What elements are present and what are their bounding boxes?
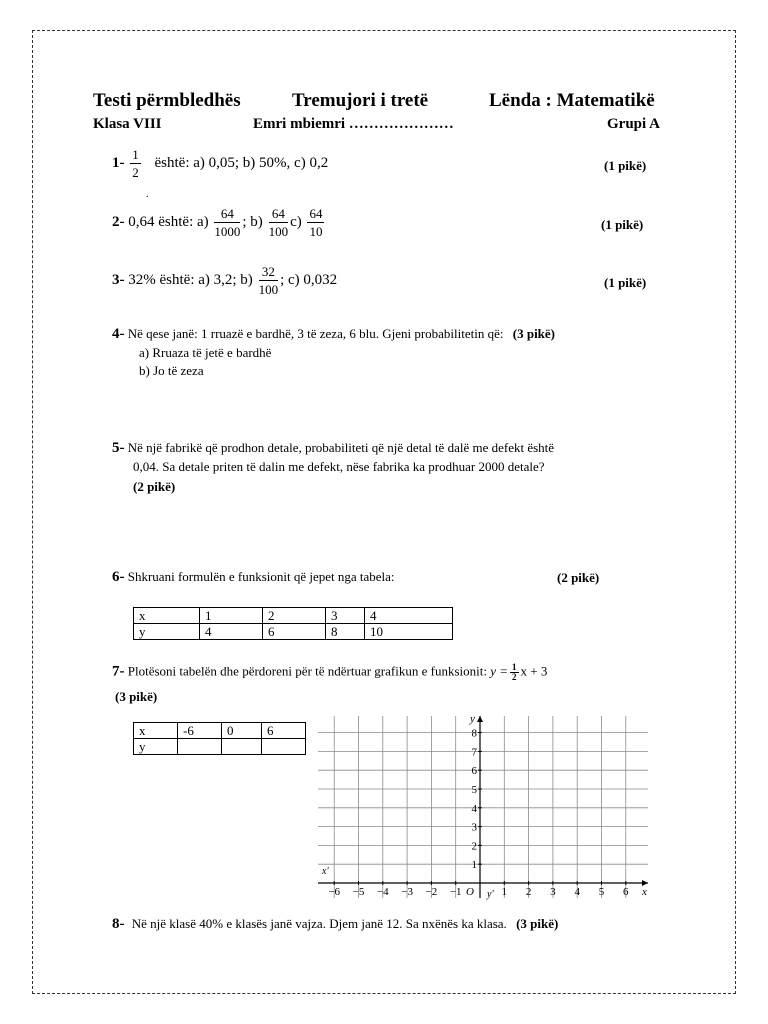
question-text: Plotësoni tabelën dhe përdoreni për të ndërtuar grafikun e funksionit:: [127, 663, 487, 679]
group-label: Grupi A: [607, 116, 660, 132]
x-tick-label: −2: [425, 886, 438, 898]
table-cell: x: [134, 608, 200, 624]
question-text: Në qese janë: 1 rruazë e bardhë, 3 të zeza, 6 blu. Gjeni probabilitetin që:: [127, 326, 504, 341]
option-b: b) Jo të zeza: [139, 363, 204, 378]
origin-label: O: [466, 886, 474, 898]
y-axis-label: y: [470, 713, 475, 725]
formula-fraction: $\frac{1}{2}$: [512, 662, 517, 682]
question-number: 1-: [112, 154, 125, 171]
table-cell: 2: [263, 608, 326, 624]
question-number: 2-: [112, 213, 125, 230]
table-cell: 0: [222, 723, 262, 739]
points: (2 pikë): [557, 570, 600, 585]
fraction: $\frac{1}{2}$: [132, 147, 139, 180]
y-tick-label: 2: [471, 840, 477, 853]
question-number: 7-: [112, 663, 125, 680]
formula-rhs: x + 3: [520, 663, 548, 679]
test-title: Testi përmbledhës: [93, 90, 241, 111]
table-cell: 8: [326, 624, 365, 640]
table-cell: y: [134, 624, 200, 640]
fraction-b: $\frac{32}{100}$: [258, 264, 279, 297]
y-tick-label: 8: [471, 727, 477, 740]
question-text-line1: Në një fabrikë që prodhon detale, probabiliteti që një detal të dalë me defekt është: [127, 440, 555, 455]
points: (3 pikë): [512, 326, 556, 341]
option-a: a) Rruaza të jetë e bardhë: [139, 345, 272, 360]
class-label: Klasa VIII: [93, 116, 162, 132]
y-tick-label: 6: [471, 765, 477, 778]
table-cell: 6: [262, 723, 306, 739]
x-tick-label: −5: [352, 886, 365, 898]
question-text: 32% është: a) 3,2; b): [128, 271, 253, 288]
points: (2 pikë): [133, 479, 176, 494]
table-cell: 6: [263, 624, 326, 640]
fraction-c: $\frac{64}{10}$: [309, 206, 323, 239]
option-c-label: c): [290, 213, 302, 230]
question-number: 6-: [112, 569, 125, 585]
x-tick-label: 2: [525, 886, 532, 898]
x-tick-label: 3: [550, 886, 556, 898]
question-number: 4-: [112, 326, 125, 342]
table-cell: 10: [365, 624, 453, 640]
x-tick-label: 1: [501, 886, 508, 898]
points: (1 pikë): [604, 158, 647, 173]
x-axis-negative-label: x': [322, 866, 329, 877]
name-field: Emri mbiemri …………………: [253, 116, 454, 132]
points: (1 pikë): [601, 217, 644, 232]
question-number: 8-: [112, 916, 125, 932]
y-axis-negative-label: y': [487, 889, 494, 900]
question-text: Në një klasë 40% e klasës janë vajza. Djem janë 12. Sa nxënës ka klasa.: [131, 916, 507, 931]
x-tick-label: 5: [598, 886, 605, 898]
subject-label: Lënda : Matematikë: [489, 90, 655, 111]
points: (1 pikë): [604, 275, 647, 290]
x-tick-label: −3: [401, 886, 413, 898]
question-text-line2: 0,04. Sa detale priten të dalin me defekt, nëse fabrika ka prodhuar 2000 detale?: [133, 459, 545, 474]
table-cell: -6: [178, 723, 222, 739]
fraction-a: $\frac{64}{1000}$: [214, 206, 241, 239]
x-tick-label: −6: [328, 886, 341, 898]
question-text: është: a) 0,05; b) 50%, c) 0,2: [154, 154, 329, 171]
question-text: 0,64 është: a): [128, 213, 209, 230]
table-cell: 4: [365, 608, 453, 624]
x-tick-label: 6: [623, 886, 629, 898]
term-label: Tremujori i tretë: [292, 90, 429, 111]
table-cell: 3: [326, 608, 365, 624]
table-cell: 1: [200, 608, 263, 624]
table-cell: 4: [200, 624, 263, 640]
question-text-tail: ; c) 0,032: [280, 271, 338, 288]
formula-lhs: y =: [490, 663, 508, 679]
question-text: Shkruani formulën e funksionit që jepet nga tabela:: [127, 569, 395, 584]
table-cell: y: [134, 739, 178, 755]
y-tick-label: 7: [471, 746, 477, 759]
question-8: [112, 916, 558, 933]
y-tick-label: 1: [471, 859, 477, 872]
y-axis-arrow: [477, 716, 483, 722]
fraction-b: $\frac{64}{100}$: [268, 206, 289, 239]
x-tick-label: −1: [449, 886, 462, 898]
y-tick-label: 4: [471, 802, 477, 815]
y-tick-label: 5: [471, 784, 477, 796]
points: (3 pikë): [115, 689, 158, 704]
dot-mark: .: [146, 189, 149, 200]
question-number: 3-: [112, 271, 125, 288]
table-cell: x: [134, 723, 178, 739]
question-number: 5-: [112, 440, 125, 456]
x-axis-label: x: [642, 886, 647, 898]
x-tick-label: 4: [574, 886, 580, 898]
y-tick-label: 3: [471, 821, 477, 834]
option-b-label: ; b): [242, 213, 263, 230]
x-tick-label: −4: [376, 886, 389, 898]
points: (3 pikë): [516, 916, 559, 931]
